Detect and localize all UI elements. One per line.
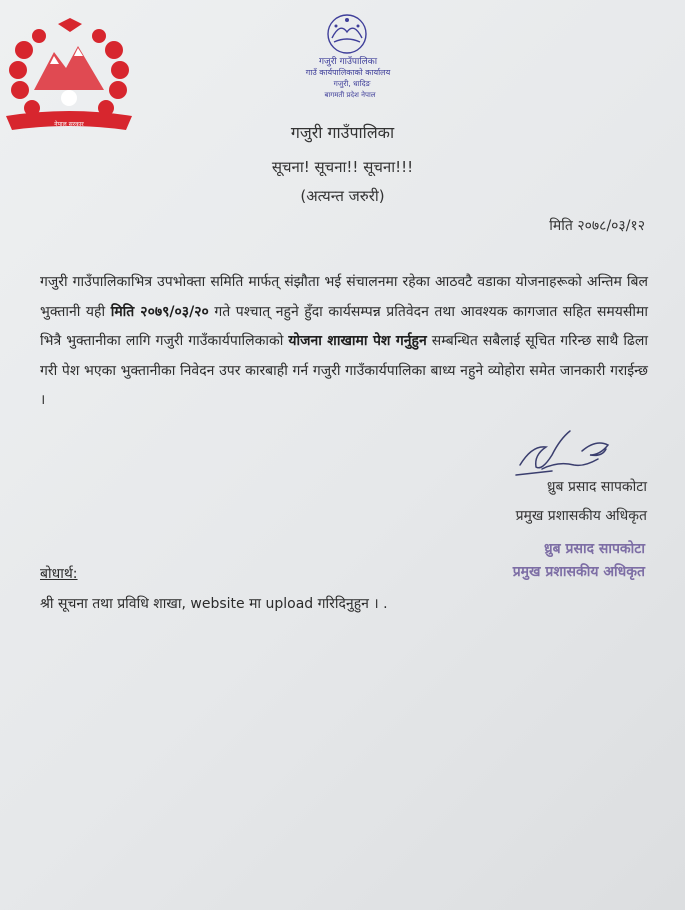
logo-line-3: गजुरी, धादिङ xyxy=(333,79,371,88)
signatory-name: ध्रुब प्रसाद सापकोटा xyxy=(546,479,647,495)
notice-body xyxy=(40,268,648,416)
logo-line-4: बागमती प्रदेश नेपाल xyxy=(324,91,376,99)
municipality-logo-icon xyxy=(300,8,395,108)
body-bold-section: योजना शाखामा पेश गर्नुहुन xyxy=(288,333,427,349)
body-bold-deadline: मिति २०७९/०३/२० xyxy=(110,303,209,320)
official-stamp xyxy=(480,538,645,584)
body-text-part-1: गजुरी गाउँपालिकाभित्र उपभोक्ता समिति मार्फत् संझौता भई संचालनमा रहेका आठवटै वडाका योजनाहरूको अन्तिम बिल भुक्तानी यही xyxy=(40,274,648,320)
body-text-part-2: गते पश्चात् नहुने हुँदा कार्यसम्पन्न प्रतिवेदन तथा आवश्यक कागजात सहित समयसीमा भित्रै भुक्तानीका लागि गजुरी गाउँकार्यपालिकाको xyxy=(40,303,648,349)
body-text-part-3: सम्बन्धित सबैलाई सूचित गरिन्छ साथै ढिला गरी पेश भएका भुक्तानीका निवेदन उपर कारबाही गर्न गजुरी गाउँकार्यपालिका बाध्य नहुने व्योहोरा समेत जानकारी गराईन्छ । xyxy=(40,333,648,408)
notice-date: मिति २०७८/०३/१२ xyxy=(549,218,645,234)
signatory-title: प्रमुख प्रशासकीय अधिकृत xyxy=(515,508,647,524)
stamp-name: ध्रुब प्रसाद सापकोटा xyxy=(544,541,645,557)
cc-label: बोधार्थ: xyxy=(40,566,78,582)
notice-heading: सूचना! सूचना!! सूचना!!! xyxy=(271,158,414,176)
logo-line-1: गजुरी गाउँपालिका xyxy=(318,57,378,67)
urgency-label: (अत्यन्त जरुरी) xyxy=(300,187,385,205)
logo-line-2: गाउँ कार्यपालिकाको कार्यालय xyxy=(305,68,391,77)
emblem-ribbon-text: नेपाल सरकार xyxy=(54,121,84,128)
cc-text: श्री सूचना तथा प्रविधि शाखा, website मा upload गरिदिनुहुन । . xyxy=(40,596,388,612)
stamp-title: प्रमुख प्रशासकीय अधिकृत xyxy=(512,564,645,580)
handwritten-signature xyxy=(512,425,617,480)
office-name-heading: गजुरी गाउँपालिका xyxy=(290,123,395,142)
